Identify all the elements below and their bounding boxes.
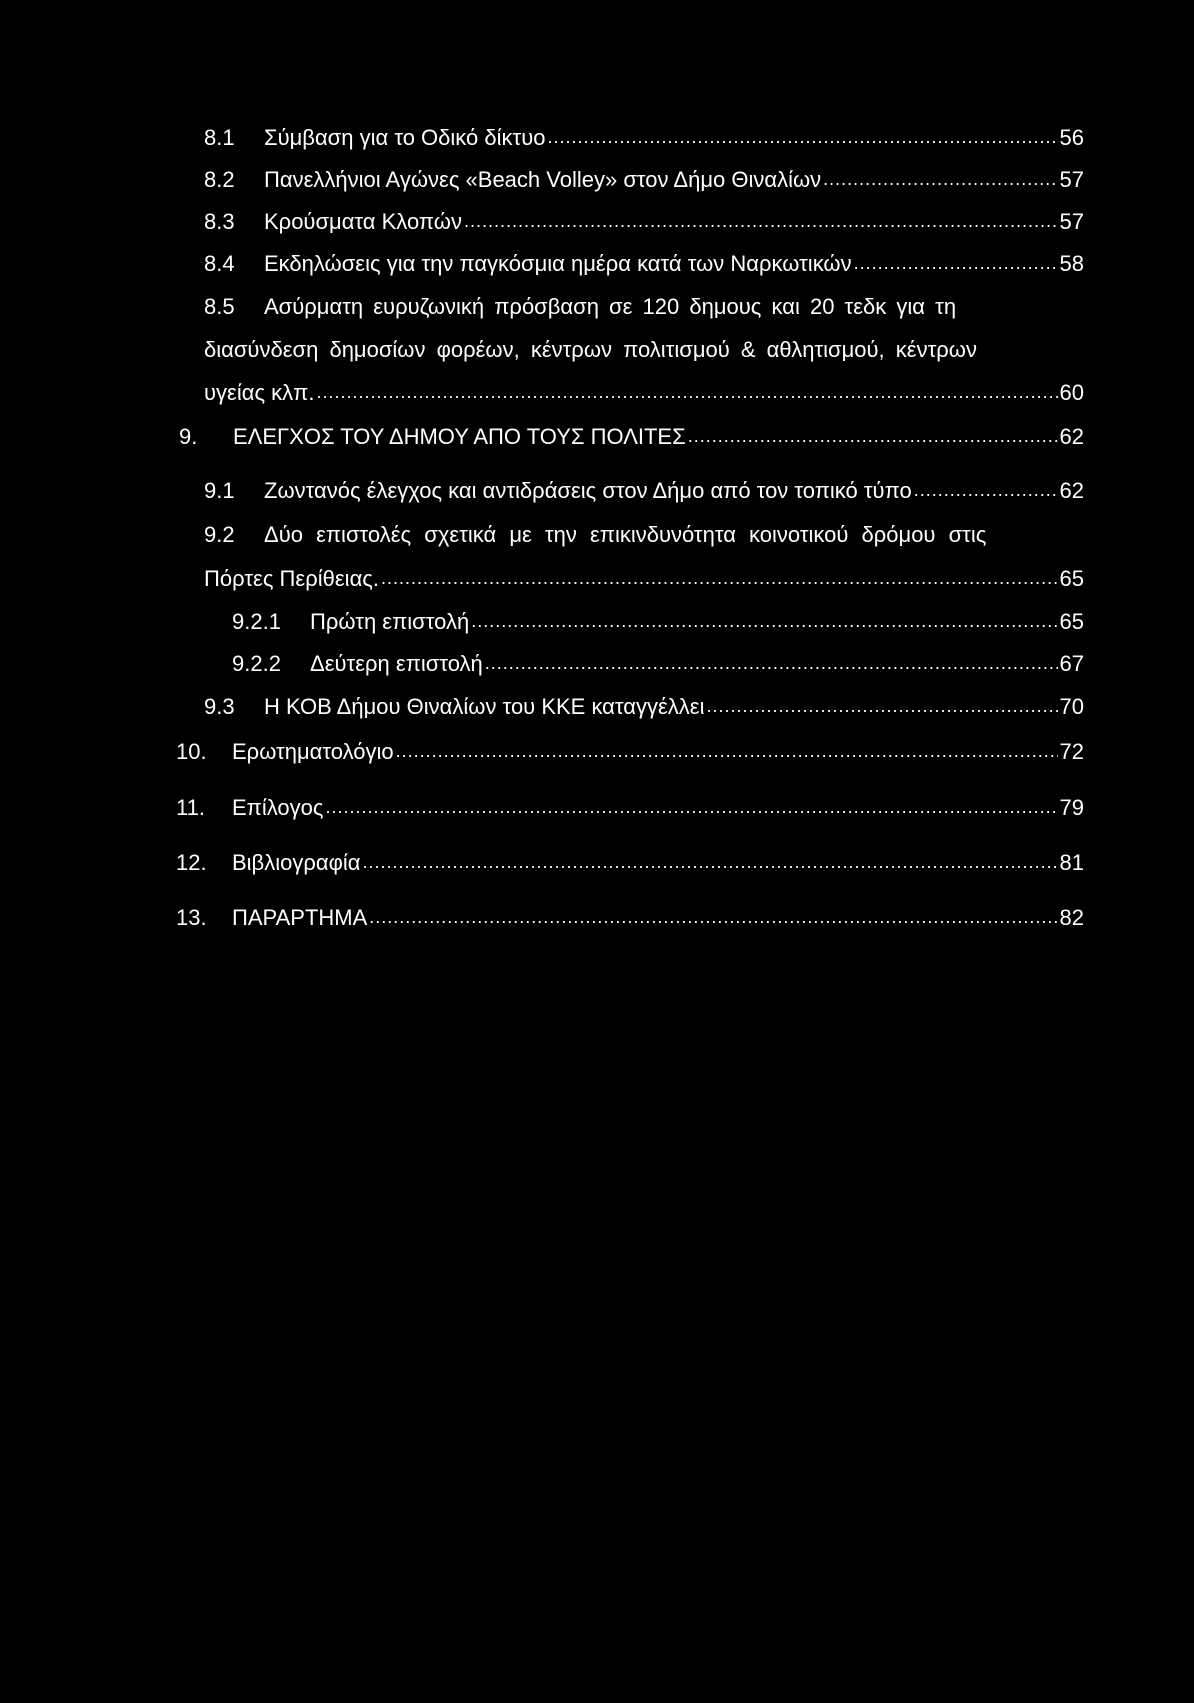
toc-title: Δεύτερη επιστολή — [310, 651, 483, 676]
toc-entry-9-3[interactable] — [204, 693, 1084, 721]
toc-page-number: 58 — [1059, 251, 1084, 276]
dot-leader — [914, 475, 1058, 504]
toc-title: Ερωτηματολόγιο — [232, 739, 394, 764]
toc-entry-8-5-line-2[interactable] — [204, 336, 1084, 364]
toc-entry-9-2-2[interactable] — [232, 650, 1084, 678]
toc-title: Δύο επιστολές σχετικά με την επικινδυνότητα κοινοτικού δρόμου στις — [264, 522, 987, 547]
toc-page-number: 65 — [1059, 609, 1084, 634]
dot-leader — [325, 792, 1057, 821]
toc-title: Πανελλήνιοι Αγώνες «Beach Volley» στον Δήμο Θιναλίων — [264, 167, 822, 192]
toc-number: 9. — [179, 424, 198, 449]
toc-number: 9.3 — [204, 694, 235, 719]
toc-entry-9-1[interactable] — [204, 477, 1084, 505]
toc-page-number: 72 — [1059, 739, 1084, 764]
toc-title-continuation: υγείας κλπ. — [204, 380, 315, 405]
dot-leader — [823, 164, 1057, 193]
toc-page-number: 60 — [1059, 380, 1084, 405]
dot-leader — [316, 377, 1057, 406]
dot-leader — [464, 206, 1058, 235]
toc-number: 9.2 — [204, 522, 235, 547]
toc-title: ΠΑΡΑΡΤΗΜΑ — [232, 905, 368, 930]
toc-number: 9.2.2 — [232, 651, 281, 676]
dot-leader — [396, 736, 1058, 765]
toc-number: 8.5 — [204, 294, 235, 319]
toc-entry-8-5-line-3[interactable] — [204, 379, 1084, 407]
toc-title: Ζωντανός έλεγχος και αντιδράσεις στον Δήμο από τον τοπικό τύπο — [264, 478, 912, 503]
toc-entry-8-3[interactable] — [204, 208, 1084, 236]
toc-page-number: 82 — [1059, 905, 1084, 930]
toc-entry-8-4[interactable] — [204, 250, 1084, 278]
dot-leader — [381, 563, 1058, 592]
toc-title-continuation: διασύνδεση δημοσίων φορέων, κέντρων πολιτισμού & αθλητισμού, κέντρων — [204, 337, 977, 362]
toc-title: Σύμβαση για το Οδικό δίκτυο — [264, 125, 546, 150]
toc-page-number: 81 — [1059, 850, 1084, 875]
toc-number: 9.1 — [204, 478, 235, 503]
toc-page-number: 56 — [1059, 125, 1084, 150]
dot-leader — [485, 648, 1058, 677]
toc-entry-8-1[interactable] — [204, 124, 1084, 152]
dot-leader — [362, 847, 1057, 876]
toc-number: 9.2.1 — [232, 609, 281, 634]
toc-title-continuation: Πόρτες Περίθειας. — [204, 566, 380, 591]
toc-page-number: 65 — [1059, 566, 1084, 591]
toc-entry-13[interactable] — [176, 904, 1084, 932]
toc-entry-12[interactable] — [176, 849, 1084, 877]
dot-leader — [547, 122, 1057, 151]
toc-page-number: 70 — [1059, 694, 1084, 719]
toc-entry-9-2-line-1[interactable] — [204, 521, 1084, 549]
toc-number: 10. — [176, 739, 207, 764]
toc-number: 8.3 — [204, 209, 235, 234]
dot-leader — [854, 248, 1058, 277]
toc-title: Ασύρματη ευρυζωνική πρόσβαση σε 120 δημους και 20 τεδκ για τη — [264, 294, 957, 319]
toc-title: Κρούσματα Κλοπών — [264, 209, 462, 234]
toc-title: Πρώτη επιστολή — [310, 609, 470, 634]
dot-leader — [471, 606, 1057, 635]
toc-title: ΕΛΕΓΧΟΣ ΤΟΥ ΔΗΜΟΥ ΑΠΟ ΤΟΥΣ ΠΟΛΙΤΕΣ — [233, 424, 686, 449]
toc-number: 8.2 — [204, 167, 235, 192]
toc-entry-8-2[interactable] — [204, 166, 1084, 194]
toc-entry-9[interactable] — [179, 423, 1084, 451]
toc-entry-9-2-line-2[interactable] — [204, 565, 1084, 593]
toc-title: Εκδηλώσεις για την παγκόσμια ημέρα κατά των Ναρκωτικών — [264, 251, 852, 276]
toc-page-number: 79 — [1059, 795, 1084, 820]
toc-title: Επίλογος — [232, 795, 324, 820]
toc-page-number: 62 — [1059, 478, 1084, 503]
toc-page-number: 57 — [1059, 167, 1084, 192]
toc-number: 8.1 — [204, 125, 235, 150]
toc-entry-11[interactable] — [176, 794, 1084, 822]
toc-number: 13. — [176, 905, 207, 930]
toc-page-number: 57 — [1059, 209, 1084, 234]
toc-page-number: 62 — [1059, 424, 1084, 449]
toc-number: 11. — [176, 795, 205, 820]
toc-page-number: 67 — [1059, 651, 1084, 676]
toc-number: 8.4 — [204, 251, 235, 276]
dot-leader — [707, 691, 1058, 720]
toc-entry-9-2-1[interactable] — [232, 608, 1084, 636]
dot-leader — [369, 902, 1057, 931]
toc-entry-8-5-line-1[interactable] — [204, 293, 1084, 321]
dot-leader — [688, 421, 1058, 450]
toc-title: Η ΚΟΒ Δήμου Θιναλίων του ΚΚΕ καταγγέλλει — [264, 694, 705, 719]
toc-entry-10[interactable] — [176, 738, 1084, 766]
toc-title: Βιβλιογραφία — [232, 850, 361, 875]
toc-number: 12. — [176, 850, 207, 875]
